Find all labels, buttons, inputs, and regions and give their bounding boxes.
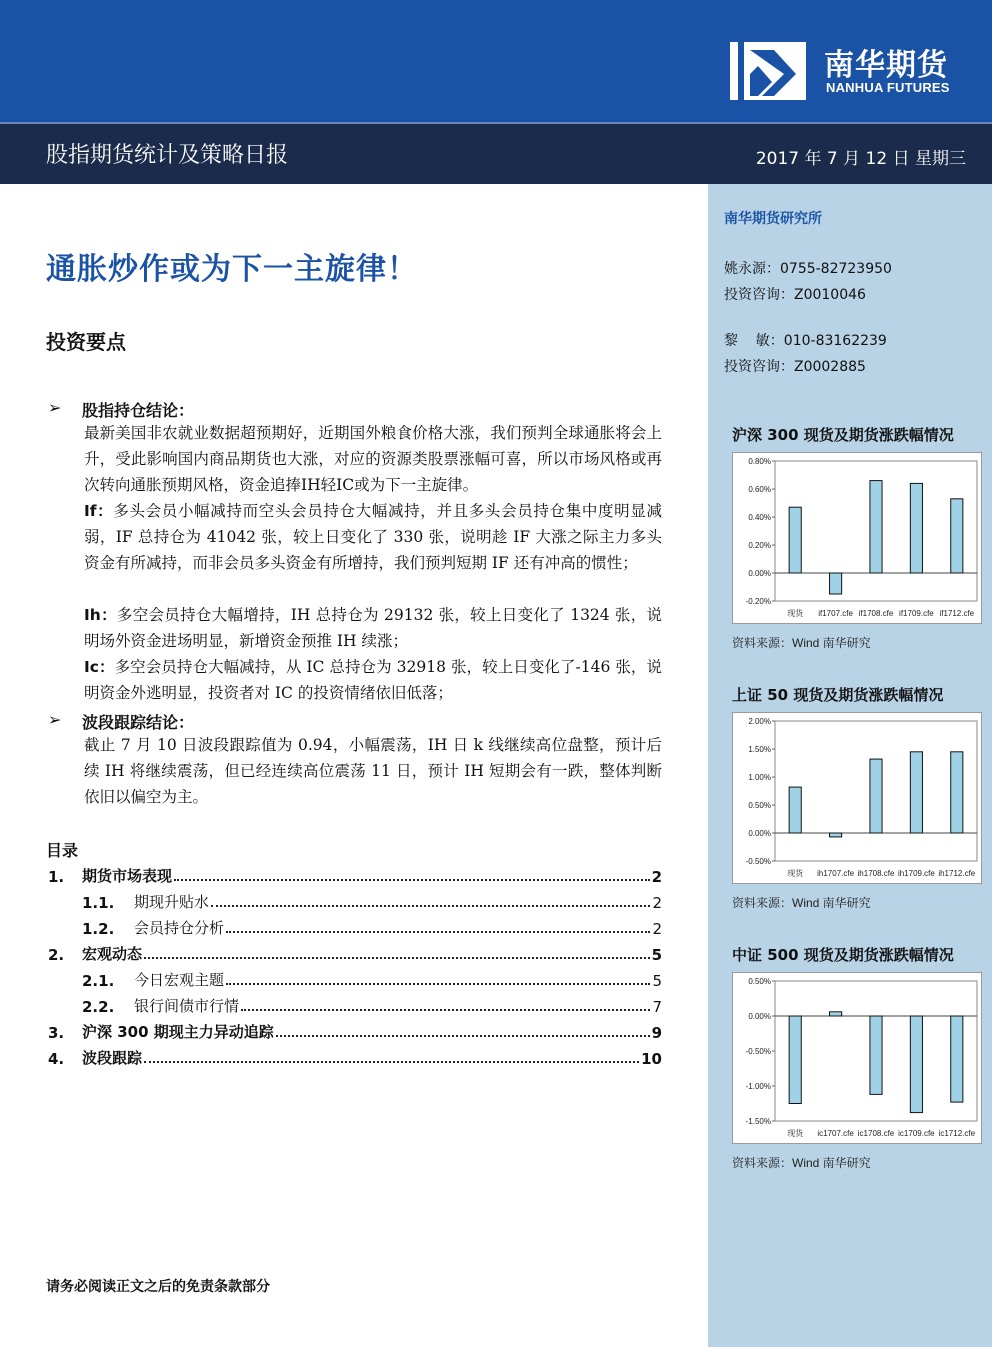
- bar-ih1712.cfe: [951, 752, 963, 833]
- toc-title-text: 银行间债市行情: [134, 997, 240, 1015]
- x-tick-label: ic1709.cfe: [898, 1129, 935, 1138]
- bar-现货: [789, 507, 801, 573]
- section-label: 波段跟踪结论：: [82, 713, 195, 732]
- toc-title-text: 今日宏观主题: [134, 971, 225, 989]
- bar-现货: [789, 1016, 801, 1104]
- sz50-chart: [732, 712, 982, 884]
- x-tick-label: ih1708.cfe: [857, 869, 895, 878]
- para-text: 多头会员小幅减持而空头会员持仓大幅减持，并且多头会员持仓集中度明显减弱，IF 总持仓为 41042 张，较上日变化了 330 张，说明趁 IF 大涨之际主力多头资金有所减持，而非会员多头资金有所增持，我们预判短期 IF 还有冲高的惯性；: [84, 502, 662, 572]
- toc-number: 2.2.: [82, 998, 115, 1016]
- toc-entry[interactable]: [48, 862, 662, 886]
- para-text: 多空会员持仓大幅增持，IH 总持仓为 29132 张，较上日变化了 1324 张，说明场外资金进场明显，新增资金预推 IH 续涨；: [84, 606, 662, 650]
- toc-entry[interactable]: [48, 1018, 662, 1042]
- y-tick-label: 0.50%: [748, 801, 771, 810]
- y-tick-label: 0.80%: [748, 457, 771, 466]
- toc-page-number: 2: [652, 894, 662, 912]
- paragraph-ih: [84, 602, 662, 654]
- top-brand-band: [0, 0, 992, 122]
- chart-title: 中证 500 现货及期货涨跌幅情况: [732, 946, 954, 964]
- toc-number: 2.1.: [82, 972, 115, 990]
- bar-if1708.cfe: [870, 481, 882, 573]
- key-points-heading: 投资要点: [46, 330, 126, 354]
- toc-page-number: 2: [652, 920, 662, 938]
- bar-ic1708.cfe: [870, 1016, 882, 1094]
- bar-ic1707.cfe: [830, 1012, 842, 1016]
- chart-title: 上证 50 现货及期货涨跌幅情况: [732, 686, 944, 704]
- bar-ih1708.cfe: [870, 759, 882, 833]
- x-tick-label: ih1709.cfe: [897, 869, 935, 878]
- bar-if1709.cfe: [910, 483, 922, 573]
- toc-number: 1.1.: [82, 894, 115, 912]
- toc-entry[interactable]: [48, 888, 662, 912]
- hs300-chart: [732, 452, 982, 624]
- x-tick-label: if1707.cfe: [818, 609, 853, 618]
- sidebar: [708, 184, 992, 1347]
- toc-number: 2.: [48, 946, 65, 964]
- toc-number: 1.: [48, 868, 65, 886]
- bar-现货: [789, 787, 801, 833]
- y-tick-label: 0.60%: [748, 485, 771, 494]
- y-tick-label: -1.50%: [745, 1117, 771, 1126]
- chart-source: 资料来源：Wind 南华研究: [732, 896, 871, 910]
- toc-entry[interactable]: [48, 992, 662, 1016]
- para-tag: Ic：: [84, 658, 115, 676]
- y-tick-label: 0.00%: [748, 569, 771, 578]
- analyst-1-phone: 姚永源：0755-82723950: [724, 261, 892, 277]
- toc-entry[interactable]: [48, 940, 662, 964]
- toc-title-text: 期货市场表现: [82, 867, 173, 885]
- toc-page-number: 5: [652, 972, 662, 990]
- section-label: 股指持仓结论：: [82, 401, 195, 420]
- report-name: 股指期货统计及策略日报: [46, 143, 289, 168]
- toc-title-text: 宏观动态: [82, 945, 143, 963]
- toc-title-text: 期现升贴水: [134, 893, 210, 911]
- nanhua-logo-icon: [728, 36, 810, 106]
- toc-number: 4.: [48, 1050, 65, 1068]
- institute-name: 南华期货研究所: [724, 211, 822, 227]
- paragraph-ic: [84, 654, 662, 706]
- paragraph: 截止 7 月 10 日波段跟踪值为 0.94，小幅震荡，IH 日 k 线继续高位盘整，预计后续 IH 将继续震荡，但已经连续高位震荡 11 日，预计 IH 短期会有一跌，整体判断依旧以偏空为主。: [84, 736, 662, 806]
- toc-entry[interactable]: [48, 966, 662, 990]
- y-tick-label: 0.50%: [748, 977, 771, 986]
- toc-leader-dots: [276, 1035, 650, 1037]
- toc-title-text: 沪深 300 期现主力异动追踪: [82, 1023, 274, 1041]
- bar-ic1709.cfe: [910, 1016, 922, 1113]
- zz500-chart-svg: [733, 973, 983, 1145]
- bar-if1712.cfe: [951, 499, 963, 573]
- y-tick-label: 0.40%: [748, 513, 771, 522]
- bar-ih1709.cfe: [910, 752, 922, 833]
- chart-source: 资料来源：Wind 南华研究: [732, 1156, 871, 1170]
- chart-source: 资料来源：Wind 南华研究: [732, 636, 871, 650]
- brand-name-en: NANHUA FUTURES: [826, 80, 950, 95]
- arrow-bullet-icon: ➢: [48, 710, 62, 729]
- toc-leader-dots: [144, 1061, 639, 1063]
- para-text: 多空会员持仓大幅减持，从 IC 总持仓为 32918 张，较上日变化了-146 张，说明资金外逃明显，投资者对 IC 的投资情绪依旧低落；: [84, 658, 662, 702]
- toc-page-number: 5: [651, 946, 662, 964]
- y-tick-label: 0.20%: [748, 541, 771, 550]
- x-tick-label: ic1708.cfe: [857, 1129, 895, 1138]
- y-tick-label: 1.00%: [748, 773, 771, 782]
- toc-entry[interactable]: [48, 1044, 662, 1068]
- analyst-1-license: 投资咨询：Z0010046: [724, 287, 866, 303]
- toc-leader-dots: [226, 931, 650, 933]
- y-tick-label: -0.50%: [745, 857, 771, 866]
- x-tick-label: 现货: [787, 609, 804, 618]
- toc-leader-dots: [174, 879, 650, 881]
- report-header-bar: [0, 122, 992, 184]
- zz500-chart: [732, 972, 982, 1144]
- para-tag: If：: [84, 502, 114, 520]
- toc-page-number: 10: [641, 1050, 662, 1068]
- x-tick-label: if1712.cfe: [939, 609, 975, 618]
- toc-leader-dots: [241, 1009, 650, 1011]
- toc-leader-dots: [226, 983, 650, 985]
- toc-number: 1.2.: [82, 920, 115, 938]
- y-tick-label: -1.00%: [745, 1082, 771, 1091]
- y-tick-label: 2.00%: [748, 717, 771, 726]
- bar-ih1707.cfe: [830, 833, 842, 837]
- x-tick-label: 现货: [787, 1129, 804, 1138]
- x-tick-label: ic1707.cfe: [817, 1129, 854, 1138]
- x-tick-label: ic1712.cfe: [938, 1129, 976, 1138]
- x-tick-label: ih1712.cfe: [938, 869, 976, 878]
- bar-if1707.cfe: [830, 573, 842, 594]
- brand-name-cn: 南华期货: [824, 48, 948, 83]
- toc-number: 3.: [48, 1024, 65, 1042]
- nanhua-logo: [720, 30, 990, 110]
- toc-page-number: 7: [652, 998, 662, 1016]
- y-tick-label: -0.50%: [745, 1047, 771, 1056]
- toc-entry[interactable]: [48, 914, 662, 938]
- bar-ic1712.cfe: [951, 1016, 963, 1102]
- analyst-2-license: 投资咨询：Z0002885: [724, 359, 866, 375]
- y-tick-label: 0.00%: [748, 829, 771, 838]
- arrow-bullet-icon: ➢: [48, 398, 62, 417]
- x-tick-label: 现货: [787, 869, 804, 878]
- toc-page-number: 2: [651, 868, 662, 886]
- paragraph: 最新美国非农就业数据超预期好，近期国外粮食价格大涨，我们预判全球通胀将会上升，受此影响国内商品期货也大涨，对应的资源类股票涨幅可喜，所以市场风格或再次转向通胀预期风格，资金追捧IH轻IC或为下一主旋律。: [84, 424, 662, 494]
- toc-leader-dots: [144, 957, 650, 959]
- toc-leader-dots: [211, 905, 650, 907]
- toc-title-text: 会员持仓分析: [134, 919, 225, 937]
- y-tick-label: -0.20%: [745, 597, 771, 606]
- report-date: 2017 年 7 月 12 日 星期三: [755, 149, 966, 169]
- y-tick-label: 0.00%: [748, 1012, 771, 1021]
- x-tick-label: ih1707.cfe: [817, 869, 855, 878]
- toc-page-number: 9: [651, 1024, 662, 1042]
- hs300-chart-svg: [733, 453, 983, 625]
- para-tag: Ih：: [84, 606, 117, 624]
- toc-title: 目录: [46, 841, 79, 860]
- main-title: 通胀炒作或为下一主旋律！: [46, 252, 418, 287]
- y-tick-label: 1.50%: [748, 745, 771, 754]
- toc-title-text: 波段跟踪: [82, 1049, 143, 1067]
- chart-title: 沪深 300 现货及期货涨跌幅情况: [732, 426, 954, 444]
- sz50-chart-svg: [733, 713, 983, 885]
- footer-disclaimer-note: 请务必阅读正文之后的免责条款部分: [46, 1279, 270, 1295]
- analyst-2-phone: 黎 敏：010-83162239: [724, 333, 887, 349]
- paragraph-if: [84, 498, 662, 576]
- x-tick-label: if1709.cfe: [899, 609, 934, 618]
- x-tick-label: if1708.cfe: [858, 609, 894, 618]
